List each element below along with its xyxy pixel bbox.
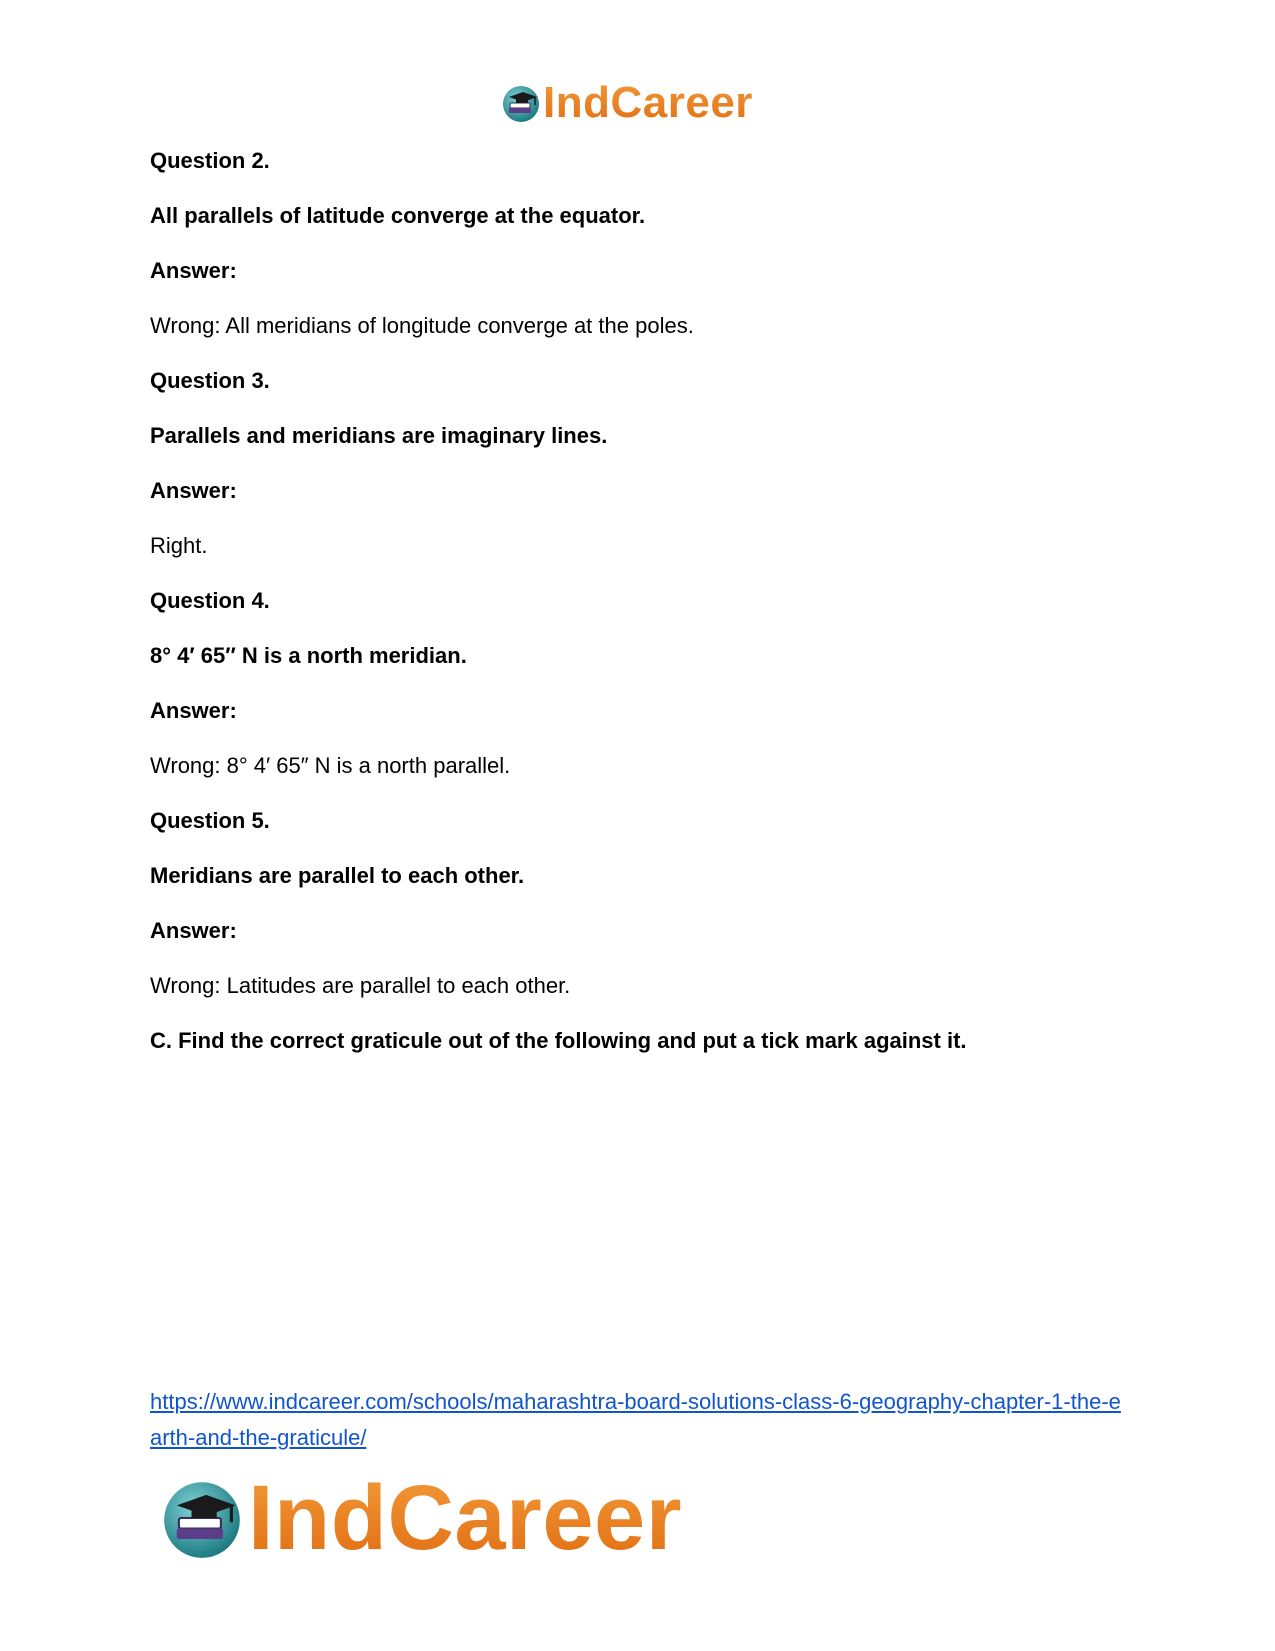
answer-text: Wrong: Latitudes are parallel to each other.	[150, 973, 571, 998]
answer-label: Answer:	[150, 478, 237, 503]
question-3-label: Question 3.	[150, 368, 270, 393]
graduation-book-globe-icon	[160, 1476, 244, 1560]
question-4-label: Question 4.	[150, 588, 270, 613]
answer-text: Wrong: All meridians of longitude converge at the poles.	[150, 313, 694, 338]
question-5-statement: Meridians are parallel to each other.	[150, 863, 525, 888]
footer-logo	[160, 1468, 682, 1568]
answer-label: Answer:	[150, 918, 237, 943]
question-4-statement: 8° 4′ 65″ N is a north meridian.	[150, 643, 467, 668]
header-logo	[501, 78, 753, 128]
question-3-statement: Parallels and meridians are imaginary lines.	[150, 423, 608, 448]
answer-label: Answer:	[150, 258, 237, 283]
source-url-link[interactable]: https://www.indcareer.com/schools/maharashtra-board-solutions-class-6-geography-chapter-1-the-earth-and-the-graticule/	[150, 1389, 1121, 1450]
graduation-book-globe-icon	[501, 83, 541, 123]
answer-label: Answer:	[150, 698, 237, 723]
document-body	[150, 147, 1140, 1082]
question-5-label: Question 5.	[150, 808, 270, 833]
answer-text: Wrong: 8° 4′ 65″ N is a north parallel.	[150, 753, 511, 778]
question-2-statement: All parallels of latitude converge at the equator.	[150, 203, 646, 228]
logo-wordmark: IndCareer	[543, 78, 753, 127]
logo-wordmark: IndCareer	[248, 1467, 682, 1569]
section-c-heading: C. Find the correct graticule out of the following and put a tick mark against it.	[150, 1028, 967, 1053]
question-2-label: Question 2.	[150, 148, 270, 173]
answer-text: Right.	[150, 533, 208, 558]
